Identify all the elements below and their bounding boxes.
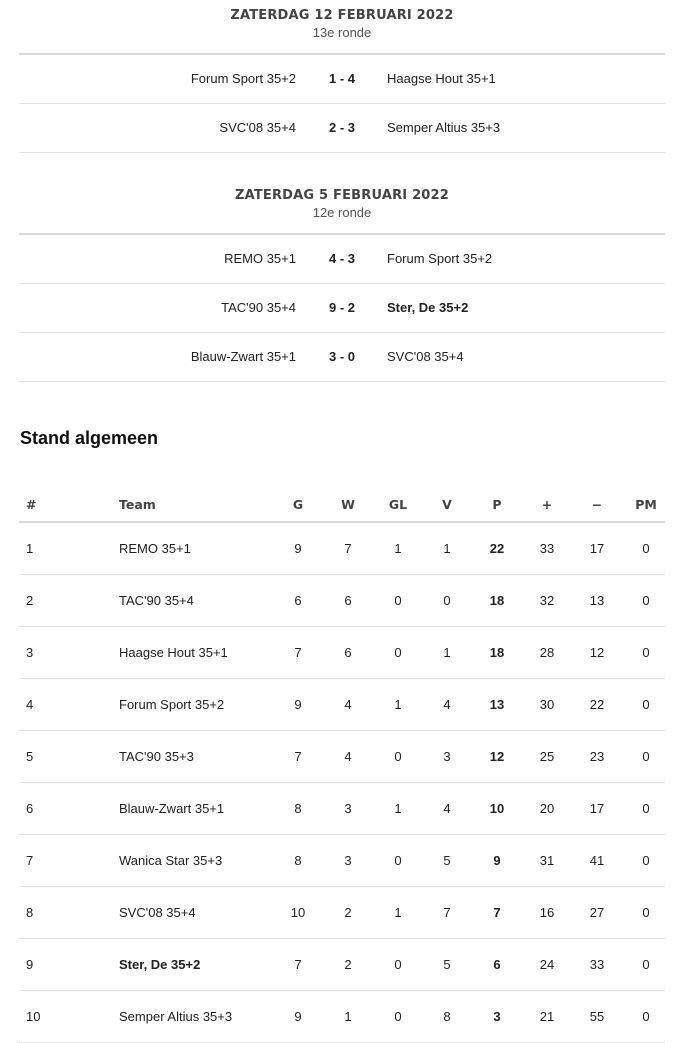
cell-goals-for: 21: [539, 1009, 555, 1024]
cell-goals-for: 31: [539, 853, 555, 868]
cell-draw: 1: [394, 541, 402, 556]
match-list: [19, 53, 665, 153]
cell-lost: 4: [443, 801, 451, 816]
cell-won: 6: [344, 645, 352, 660]
home-team[interactable]: Blauw-Zwart 35+1: [190, 349, 296, 364]
table-row[interactable]: [19, 627, 665, 679]
cell-points: 3: [493, 1009, 501, 1024]
col-header-lost[interactable]: V: [442, 497, 452, 512]
cell-team[interactable]: TAC'90 35+3: [119, 749, 194, 764]
cell-draw: 0: [394, 645, 402, 660]
cell-team[interactable]: Blauw-Zwart 35+1: [119, 801, 225, 816]
cell-penalty: 0: [642, 593, 650, 608]
cell-pos: 6: [26, 801, 34, 816]
cell-points: 18: [489, 593, 505, 608]
cell-won: 4: [344, 749, 352, 764]
cell-played: 9: [294, 697, 302, 712]
col-header-points[interactable]: P: [492, 497, 502, 512]
cell-points: 18: [489, 645, 505, 660]
cell-goals-against: 27: [589, 905, 605, 920]
away-team[interactable]: Forum Sport 35+2: [387, 251, 493, 266]
cell-team[interactable]: Wanica Star 35+3: [119, 853, 223, 868]
matchday-round: 12e ronde: [312, 205, 372, 220]
table-row[interactable]: [19, 523, 665, 575]
cell-penalty: 0: [642, 749, 650, 764]
table-row[interactable]: [19, 991, 665, 1043]
col-header-won[interactable]: W: [341, 497, 355, 512]
standings-title: Stand algemeen: [20, 428, 159, 448]
cell-played: 9: [294, 1009, 302, 1024]
cell-pos: 4: [26, 697, 34, 712]
cell-won: 7: [344, 541, 352, 556]
cell-won: 3: [344, 853, 352, 868]
cell-points: 10: [489, 801, 505, 816]
cell-goals-for: 25: [539, 749, 555, 764]
cell-lost: 5: [443, 853, 451, 868]
match-score[interactable]: 4 - 3: [328, 251, 355, 266]
cell-goals-against: 23: [589, 749, 605, 764]
cell-draw: 0: [394, 1009, 402, 1024]
cell-pos: 7: [26, 853, 34, 868]
cell-played: 7: [294, 645, 302, 660]
cell-goals-against: 13: [589, 593, 605, 608]
cell-pos: 2: [26, 593, 34, 608]
home-team[interactable]: TAC'90 35+4: [221, 300, 296, 315]
cell-penalty: 0: [642, 645, 650, 660]
cell-lost: 5: [443, 957, 451, 972]
cell-penalty: 0: [642, 905, 650, 920]
standings-table: [19, 487, 665, 1043]
col-header-played[interactable]: G: [292, 497, 304, 512]
cell-lost: 0: [443, 593, 451, 608]
table-row[interactable]: [19, 679, 665, 731]
cell-goals-for: 28: [539, 645, 555, 660]
cell-goals-against: 12: [589, 645, 605, 660]
col-header-pos[interactable]: #: [26, 497, 37, 512]
cell-team[interactable]: TAC'90 35+4: [119, 593, 194, 608]
cell-penalty: 0: [642, 541, 650, 556]
cell-points: 9: [493, 853, 501, 868]
cell-played: 8: [294, 853, 302, 868]
cell-played: 6: [294, 593, 302, 608]
match-row[interactable]: [19, 284, 665, 333]
col-header-penalty[interactable]: PM: [635, 497, 657, 512]
cell-pos: 10: [26, 1009, 41, 1024]
cell-won: 4: [344, 697, 352, 712]
match-score[interactable]: 2 - 3: [328, 120, 355, 135]
cell-points: 12: [489, 749, 505, 764]
match-row[interactable]: [19, 55, 665, 104]
away-team[interactable]: Haagse Hout 35+1: [387, 71, 496, 86]
cell-points: 13: [489, 697, 505, 712]
cell-lost: 3: [443, 749, 451, 764]
cell-team[interactable]: Forum Sport 35+2: [119, 697, 225, 712]
home-team[interactable]: Forum Sport 35+2: [190, 71, 296, 86]
cell-pos: 3: [26, 645, 34, 660]
cell-goals-against: 17: [589, 801, 605, 816]
cell-draw: 1: [394, 697, 402, 712]
cell-team[interactable]: REMO 35+1: [119, 541, 191, 556]
table-row[interactable]: [19, 939, 665, 991]
away-team[interactable]: Semper Altius 35+3: [387, 120, 501, 135]
cell-pos: 8: [26, 905, 34, 920]
cell-team[interactable]: SVC'08 35+4: [119, 905, 196, 920]
cell-goals-against: 55: [589, 1009, 605, 1024]
cell-played: 8: [294, 801, 302, 816]
cell-won: 6: [344, 593, 352, 608]
cell-goals-for: 20: [539, 801, 555, 816]
cell-penalty: 0: [642, 957, 650, 972]
cell-played: 7: [294, 957, 302, 972]
cell-lost: 7: [443, 905, 451, 920]
cell-played: 7: [294, 749, 302, 764]
away-team[interactable]: Ster, De 35+2: [387, 300, 469, 315]
matchday-round: 13e ronde: [312, 25, 372, 40]
matchday-date: ZATERDAG 12 FEBRUARI 2022: [230, 8, 454, 23]
match-row[interactable]: [19, 235, 665, 284]
table-row[interactable]: [19, 731, 665, 783]
cell-penalty: 0: [642, 697, 650, 712]
col-header-draw[interactable]: GL: [388, 497, 408, 512]
away-team[interactable]: SVC'08 35+4: [387, 349, 464, 364]
cell-won: 2: [344, 957, 352, 972]
cell-goals-for: 32: [539, 593, 555, 608]
cell-penalty: 0: [642, 1009, 650, 1024]
cell-points: 7: [493, 905, 501, 920]
home-team[interactable]: SVC'08 35+4: [219, 120, 296, 135]
cell-won: 3: [344, 801, 352, 816]
cell-points: 22: [489, 541, 505, 556]
cell-pos: 1: [26, 541, 34, 556]
matchday-date: ZATERDAG 5 FEBRUARI 2022: [234, 188, 450, 203]
cell-goals-for: 33: [539, 541, 555, 556]
cell-goals-against: 41: [589, 853, 605, 868]
cell-team[interactable]: Ster, De 35+2: [119, 957, 201, 972]
standings-rows: [19, 523, 665, 1043]
cell-points: 6: [493, 957, 501, 972]
cell-draw: 0: [394, 957, 402, 972]
match-score[interactable]: 1 - 4: [328, 71, 355, 86]
matchday-section: [19, 0, 665, 153]
matches-container: [19, 0, 665, 382]
cell-played: 9: [294, 541, 302, 556]
standings-header: [19, 487, 665, 523]
table-row[interactable]: [19, 835, 665, 887]
cell-goals-for: 24: [539, 957, 555, 972]
match-list: [19, 233, 665, 382]
col-header-goals-for[interactable]: +: [541, 497, 553, 512]
match-row[interactable]: [19, 104, 665, 153]
cell-goals-against: 22: [589, 697, 605, 712]
cell-lost: 1: [443, 541, 451, 556]
cell-played: 10: [290, 905, 306, 920]
cell-goals-against: 33: [589, 957, 605, 972]
table-row[interactable]: [19, 783, 665, 835]
match-score[interactable]: 9 - 2: [328, 300, 355, 315]
home-team[interactable]: REMO 35+1: [224, 251, 296, 266]
cell-penalty: 0: [642, 853, 650, 868]
cell-lost: 1: [443, 645, 451, 660]
col-header-goals-against[interactable]: −: [591, 497, 603, 512]
cell-goals-against: 17: [589, 541, 605, 556]
cell-draw: 1: [394, 905, 402, 920]
table-row[interactable]: [19, 887, 665, 939]
col-header-team[interactable]: Team: [119, 497, 156, 512]
cell-draw: 0: [394, 593, 402, 608]
cell-lost: 4: [443, 697, 451, 712]
cell-draw: 0: [394, 853, 402, 868]
match-row[interactable]: [19, 333, 665, 382]
cell-draw: 1: [394, 801, 402, 816]
cell-goals-for: 16: [539, 905, 555, 920]
cell-lost: 8: [443, 1009, 451, 1024]
table-row[interactable]: [19, 575, 665, 627]
match-score[interactable]: 3 - 0: [328, 349, 355, 364]
cell-won: 2: [344, 905, 352, 920]
cell-team[interactable]: Semper Altius 35+3: [119, 1009, 233, 1024]
cell-goals-for: 30: [539, 697, 555, 712]
cell-penalty: 0: [642, 801, 650, 816]
cell-draw: 0: [394, 749, 402, 764]
cell-pos: 9: [26, 957, 34, 972]
matchday-section: [19, 180, 665, 382]
cell-pos: 5: [26, 749, 34, 764]
cell-team[interactable]: Haagse Hout 35+1: [119, 645, 228, 660]
cell-won: 1: [344, 1009, 352, 1024]
